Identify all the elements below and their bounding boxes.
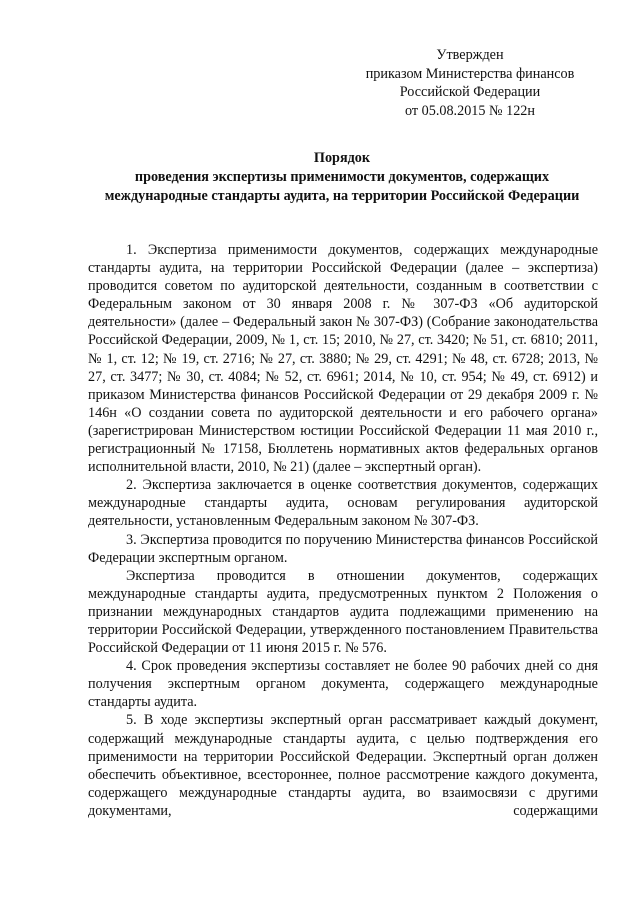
paragraph-1: 1. Экспертиза применимости документов, содержащих международные стандарты аудита, на территории Российской Федерации (далее – экспертиза) проводится советом по аудиторской деятельности, созданным в соответствии с Федеральным законом от 30 января 2008 г. № 307-ФЗ «Об аудиторской деятельности» (далее – Федеральный закон № 307-ФЗ) (Собрание законодательства Российской Федерации, 2009, № 1, ст. 15; 2010, № 27, ст. 3420; № 51, ст. 6810; 2011, № 1, ст. 12; № 19, ст. 2716; № 27, ст. 3880; № 29, ст. 4291; № 48, ст. 6728; 2013, № 27, ст. 3477; № 30, ст. 4084; № 52, ст. 6961; 2014, № 10, ст. 954; № 49, ст. 6912) и приказом Министерства финансов Российской Федерации от 29 декабря 2009 г. № 146н «О создании совета по аудиторской деятельности и его рабочего органа» (зарегистрирован Министерством юстиции Российской Федерации 11 мая 2010 г., регистрационный № 17158, Бюллетень нормативных актов федеральных органов исполнительной власти, 2010, № 21) (далее – экспертный орган). (88, 242, 598, 476)
document-title (88, 149, 596, 206)
title-subtitle-line-2: международные стандарты аудита, на территории Российской Федерации (104, 188, 580, 204)
approval-line-approved: Утвержден (436, 47, 504, 63)
paragraph-2: 2. Экспертиза заключается в оценке соответствия документов, содержащих международные стандарты аудита, основам регулирования аудиторской деятельности, установленным Федеральным законом № 307-ФЗ. (88, 477, 598, 530)
paragraph-4: 4. Срок проведения экспертизы составляет не более 90 рабочих дней со дня получения экспертным органом документа, содержащего международные стандарты аудита. (88, 658, 598, 711)
document-body (88, 241, 598, 820)
approval-stamp (345, 46, 595, 120)
title-heading: Порядок (313, 150, 371, 166)
approval-line-country: Российской Федерации (399, 84, 541, 100)
title-subtitle-line-1: проведения экспертизы применимости документов, содержащих (134, 169, 550, 185)
paragraph-5: 5. В ходе экспертизы экспертный орган рассматривает каждый документ, содержащий международные стандарты аудита, с целью подтверждения его применимости на территории Российской Федерации. Экспертный орган должен обеспечить объективное, всестороннее, полное рассмотрение каждого документа, содержащего международные стандарты аудита, во взаимосвязи с другими документами, содержащими (88, 712, 598, 819)
paragraph-3: 3. Экспертиза проводится по поручению Министерства финансов Российской Федерации экспертным органом. (88, 531, 598, 566)
approval-line-order: приказом Министерства финансов (365, 65, 575, 82)
approval-line-date: от 05.08.2015 № 122н (404, 102, 535, 119)
paragraph-3-continuation: Экспертиза проводится в отношении документов, содержащих международные стандарты аудита, предусмотренных пунктом 2 Положения о признании международных стандартов аудита подлежащими применению на территории Российской Федерации, утвержденного постановлением Правительства Российской Федерации от 11 июня 2015 г. № 576. (88, 567, 598, 657)
